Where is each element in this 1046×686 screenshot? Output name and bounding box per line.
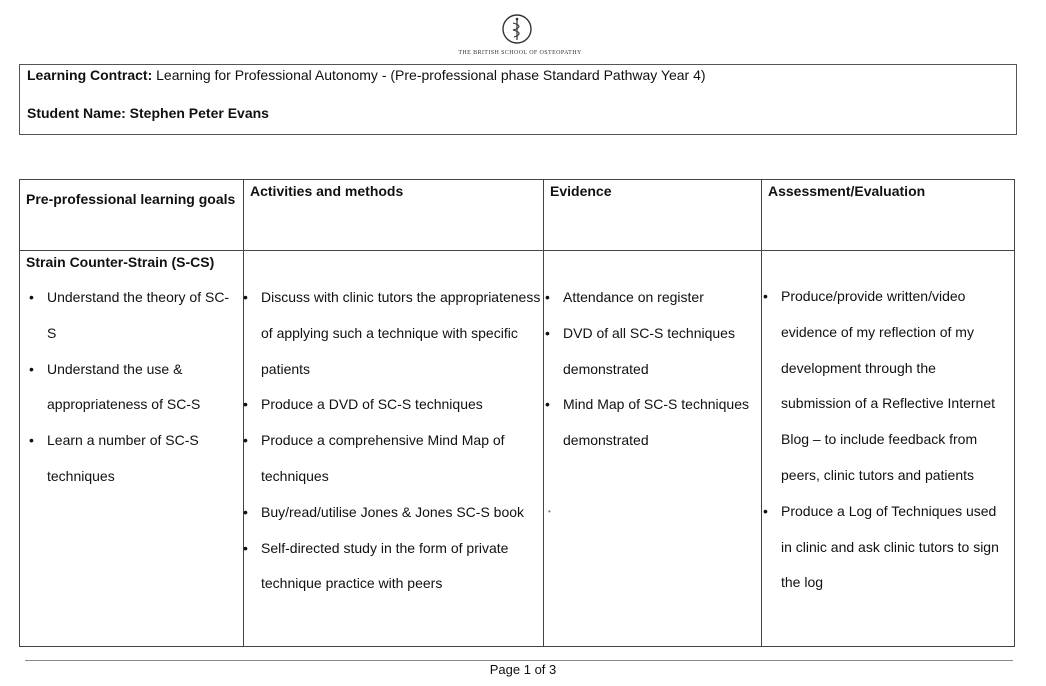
contract-title bbox=[27, 67, 706, 83]
student-name bbox=[27, 105, 269, 121]
scan-speck: • bbox=[548, 507, 551, 516]
list-item: • Produce a DVD of SC-S techniques bbox=[234, 387, 542, 423]
school-logo bbox=[495, 12, 539, 46]
list-item: • Learn a number of SC-S techniques bbox=[20, 423, 235, 495]
caduceus-seal-icon bbox=[500, 12, 534, 46]
column-header-assessment: Assessment/Evaluation bbox=[768, 183, 926, 199]
goals-list bbox=[20, 280, 235, 495]
list-item: • DVD of all SC-S techniques demonstrated bbox=[536, 316, 758, 388]
list-item: • Understand the use & appropriateness of SC-S bbox=[20, 352, 235, 424]
header-row-divider bbox=[20, 250, 1014, 251]
student-label: Student Name: bbox=[27, 105, 126, 121]
learning-table bbox=[19, 179, 1015, 647]
list-item: • Self-directed study in the form of private technique practice with peers bbox=[234, 531, 542, 603]
list-item: • Produce a comprehensive Mind Map of techniques bbox=[234, 423, 542, 495]
list-item: • Discuss with clinic tutors the appropriateness of applying such a technique with specific patients bbox=[234, 280, 542, 387]
student-value: Stephen Peter Evans bbox=[125, 105, 269, 121]
column-header-evidence: Evidence bbox=[550, 183, 612, 199]
list-item: • Understand the theory of SC-S bbox=[20, 280, 235, 352]
column-header-goals: Pre-professional learning goals bbox=[26, 191, 236, 207]
assessment-list bbox=[754, 279, 1004, 601]
footer-rule bbox=[25, 660, 1013, 661]
list-item: • Produce a Log of Techniques used in clinic and ask clinic tutors to sign the log bbox=[754, 494, 1004, 601]
contract-label: Learning Contract: bbox=[27, 67, 153, 83]
list-item: • Produce/provide written/video evidence of my reflection of my development through the submission of a Reflective Internet Blog – to include feedback from peers, clinic tutors and patients bbox=[754, 279, 1004, 494]
list-item: • Mind Map of SC-S techniques demonstrated bbox=[536, 387, 758, 459]
list-item: • Attendance on register bbox=[536, 280, 758, 316]
contract-value: Learning for Professional Autonomy - (Pre-professional phase Standard Pathway Year 4) bbox=[152, 67, 706, 83]
activities-list bbox=[234, 280, 542, 602]
section-title: Strain Counter-Strain (S-CS) bbox=[26, 254, 215, 270]
list-item: • Buy/read/utilise Jones & Jones SC-S book bbox=[234, 495, 542, 531]
school-name-caption: THE BRITISH SCHOOL OF OSTEOPATHY bbox=[458, 50, 582, 56]
column-header-activities: Activities and methods bbox=[250, 183, 404, 199]
contract-header bbox=[19, 64, 1017, 135]
page-number: Page 1 of 3 bbox=[489, 662, 557, 677]
evidence-list bbox=[536, 280, 758, 459]
